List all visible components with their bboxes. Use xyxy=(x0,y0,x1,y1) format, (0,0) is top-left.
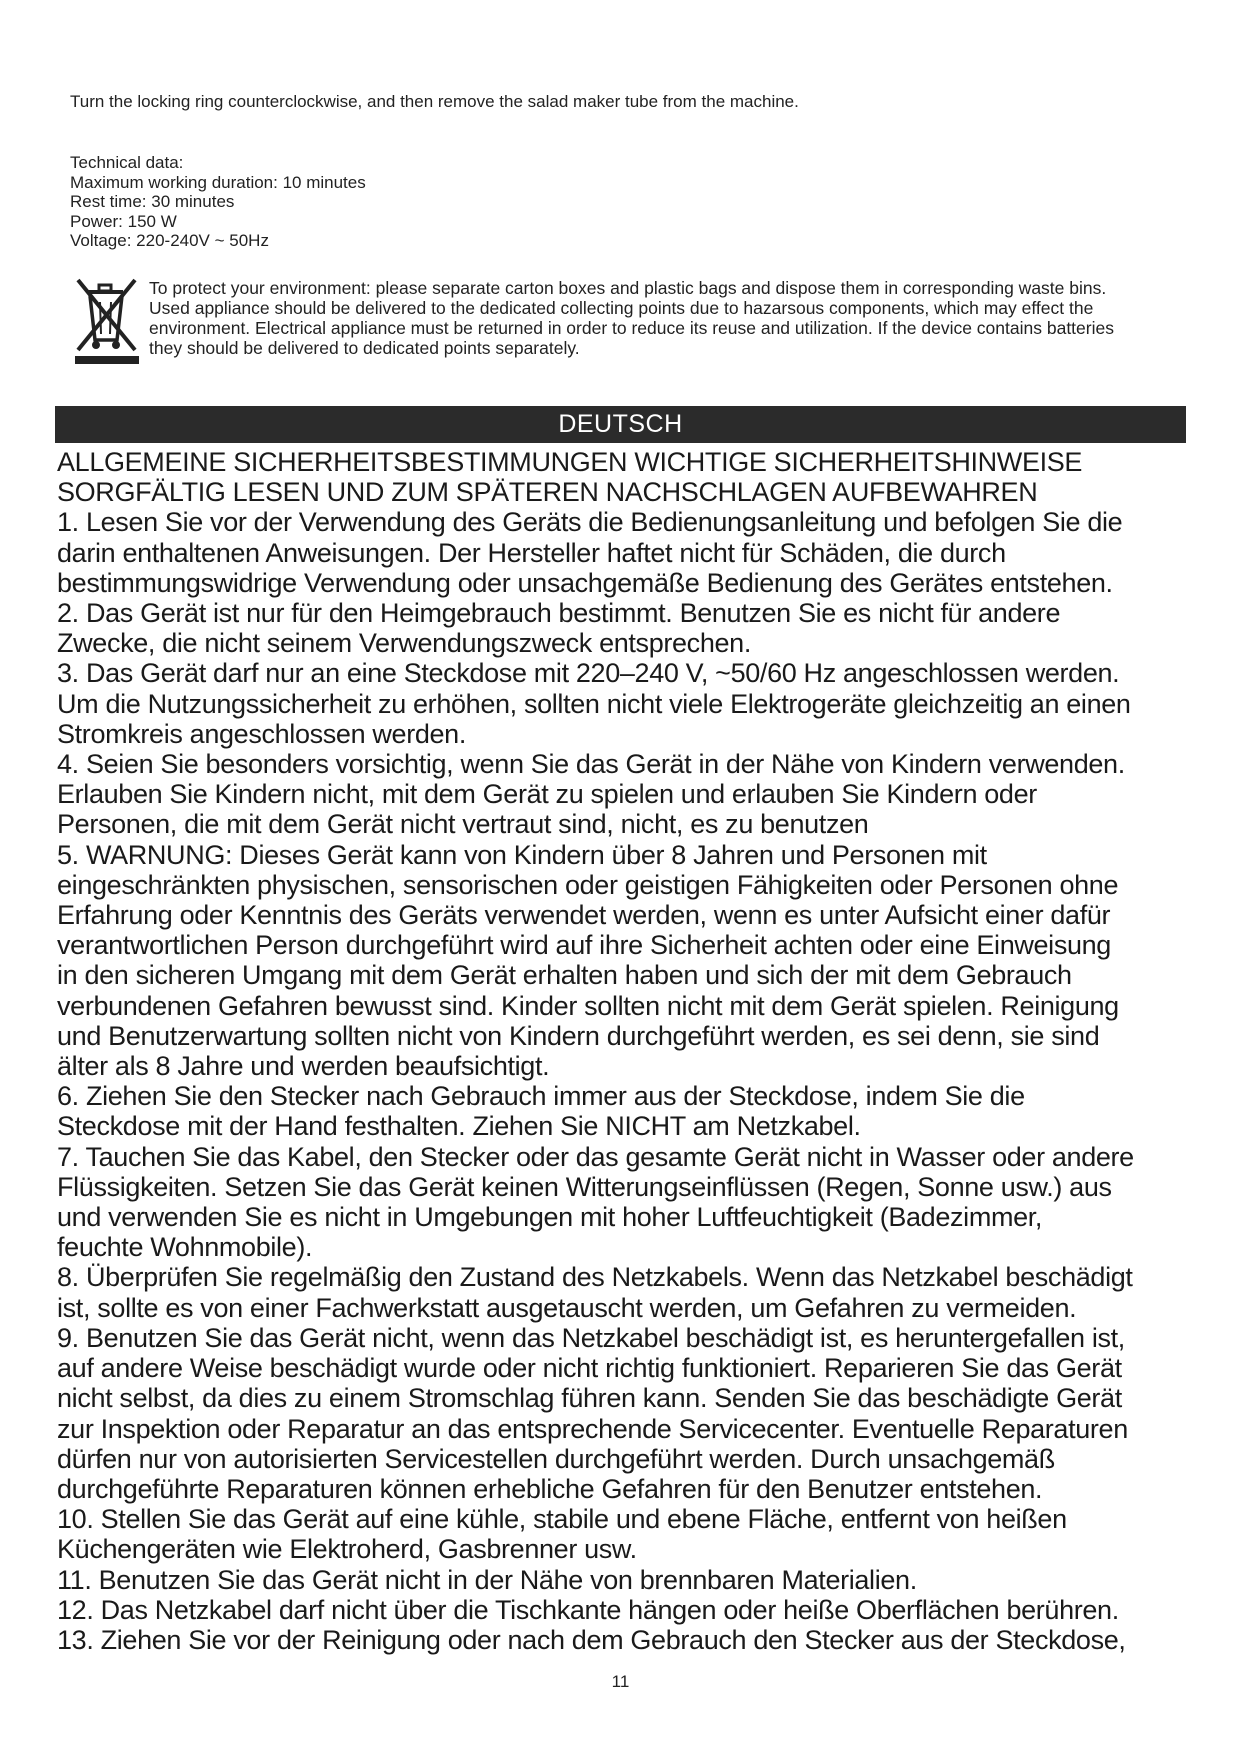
instruction-line: und Benutzerwartung sollten nicht von Kindern durchgeführt werden, es sei denn, sie sind xyxy=(57,1020,1100,1051)
instruction-line: Küchengeräten wie Elektroherd, Gasbrenner usw. xyxy=(57,1534,637,1565)
instruction-line: 8. Überprüfen Sie regelmäßig den Zustand des Netzkabels. Wenn das Netzkabel beschädigt xyxy=(57,1262,1133,1293)
instruction-line: Personen, die mit dem Gerät nicht vertraut sind, nicht, es zu benutzen xyxy=(57,809,869,840)
section-heading-line: ALLGEMEINE SICHERHEITSBESTIMMUNGEN WICHTIGE SICHERHEITSHINWEISE xyxy=(57,447,1083,477)
instruction-line: feuchte Wohnmobile). xyxy=(57,1232,313,1263)
instruction-line: nicht selbst, da dies zu einem Stromschlag führen kann. Senden Sie das beschädigte Gerät xyxy=(57,1383,1122,1414)
instruction-line: Zwecke, die nicht seinem Verwendungszweck entsprechen. xyxy=(57,628,751,659)
instruction-line: auf andere Weise beschädigt wurde oder nicht richtig funktioniert. Reparieren Sie das Gerät xyxy=(57,1353,1122,1384)
instruction-line: Steckdose mit der Hand festhalten. Ziehen Sie NICHT am Netzkabel. xyxy=(57,1111,861,1142)
instruction-line: in den sicheren Umgang mit dem Gerät erhalten haben und sich der mit dem Gebrauch xyxy=(57,960,1072,991)
instruction-line: 7. Tauchen Sie das Kabel, den Stecker oder das gesamte Gerät nicht in Wasser oder andere xyxy=(57,1141,1134,1172)
section-banner: DEUTSCH xyxy=(55,406,1186,443)
safety-instructions xyxy=(57,447,1192,1655)
instruction-line: 4. Seien Sie besonders vorsichtig, wenn Sie das Gerät in der Nähe von Kindern verwenden. xyxy=(57,749,1125,780)
instruction-line: 13. Ziehen Sie vor der Reinigung oder nach dem Gebrauch den Stecker aus der Steckdose, xyxy=(57,1624,1126,1655)
technical-heading: Technical data: xyxy=(70,153,184,172)
environment-line: they should be delivered to dedicated points separately. xyxy=(149,338,580,358)
instruction-line: verantwortlichen Person durchgeführt wird auf ihre Sicherheit achten oder eine Einweisung xyxy=(57,930,1111,961)
instruction-line: ist, sollte es von einer Fachwerkstatt ausgetauscht werden, um Gefahren zu vermeiden. xyxy=(57,1292,1077,1323)
instruction-line: zur Inspektion oder Reparatur an das entsprechende Servicecenter. Eventuelle Reparaturen xyxy=(57,1413,1128,1444)
environment-line: Used appliance should be delivered to the dedicated collecting points due to hazarsous components, which may effect the xyxy=(149,298,1094,318)
instruction-line: 10. Stellen Sie das Gerät auf eine kühle, stabile und ebene Fläche, entfernt von heißen xyxy=(57,1504,1067,1535)
environment-line: environment. Electrical appliance must be returned in order to reduce its reuse and utilization. If the device contains batteries xyxy=(149,318,1114,338)
technical-line: Rest time: 30 minutes xyxy=(70,192,235,211)
instruction-line: 3. Das Gerät darf nur an eine Steckdose mit 220–240 V, ~50/60 Hz angeschlossen werden. xyxy=(57,658,1120,689)
section-heading-line: SORGFÄLTIG LESEN UND ZUM SPÄTEREN NACHSCHLAGEN AUFBEWAHREN xyxy=(57,477,1038,508)
instruction-line: 12. Das Netzkabel darf nicht über die Tischkante hängen oder heiße Oberflächen berühren. xyxy=(57,1594,1119,1625)
environment-line: To protect your environment: please separate carton boxes and plastic bags and dispose them in corresponding waste bins. xyxy=(149,278,1107,298)
environment-text xyxy=(149,278,1209,358)
instruction-line: durchgeführte Reparaturen können erhebliche Gefahren für den Benutzer entstehen. xyxy=(57,1473,1043,1504)
technical-line: Power: 150 W xyxy=(70,211,177,231)
instruction-line: und verwenden Sie es nicht in Umgebungen mit hoher Luftfeuchtigkeit (Badezimmer, xyxy=(57,1202,1043,1233)
instruction-line: älter als 8 Jahre und werden beaufsichtigt. xyxy=(57,1051,550,1082)
instruction-line: Um die Nutzungssicherheit zu erhöhen, sollten nicht viele Elektrogeräte gleichzeitig an einen xyxy=(57,688,1131,719)
instruction-line: 1. Lesen Sie vor der Verwendung des Geräts die Bedienungsanleitung und befolgen Sie die xyxy=(57,507,1123,538)
instruction-line: 2. Das Gerät ist nur für den Heimgebrauch bestimmt. Benutzen Sie es nicht für andere xyxy=(57,598,1061,629)
instruction-line: bestimmungswidrige Verwendung oder unsachgemäße Bedienung des Gerätes entstehen. xyxy=(57,567,1113,598)
page-number: 11 xyxy=(611,1672,630,1691)
instruction-line: 9. Benutzen Sie das Gerät nicht, wenn das Netzkabel beschädigt ist, es heruntergefallen ist, xyxy=(57,1322,1125,1353)
technical-data xyxy=(70,153,770,251)
instruction-line: eingeschränkten physischen, sensorischen oder geistigen Fähigkeiten oder Personen ohne xyxy=(57,869,1119,900)
intro-text: Turn the locking ring counterclockwise, and then remove the salad maker tube from the machine. xyxy=(70,92,799,111)
weee-crossed-bin-icon xyxy=(73,274,143,366)
instruction-line: 5. WARNUNG: Dieses Gerät kann von Kindern über 8 Jahren und Personen mit xyxy=(57,839,987,870)
instruction-line: Stromkreis angeschlossen werden. xyxy=(57,718,467,749)
environment-notice xyxy=(73,272,1203,367)
technical-line: Voltage: 220-240V ~ 50Hz xyxy=(70,231,269,250)
instruction-line: verbundenen Gefahren bewusst sind. Kinder sollten nicht mit dem Gerät spielen. Reinigung xyxy=(57,990,1119,1021)
instruction-line: Erlauben Sie Kindern nicht, mit dem Gerät zu spielen und erlauben Sie Kindern oder xyxy=(57,779,1037,810)
instruction-line: 11. Benutzen Sie das Gerät nicht in der Nähe von brennbaren Materialien. xyxy=(57,1564,917,1595)
instruction-line: dürfen nur von autorisierten Servicestellen durchgeführt werden. Durch unsachgemäß xyxy=(57,1443,1055,1474)
instruction-line: 6. Ziehen Sie den Stecker nach Gebrauch immer aus der Steckdose, indem Sie die xyxy=(57,1081,1025,1112)
technical-line: Maximum working duration: 10 minutes xyxy=(70,172,366,192)
instruction-line: Flüssigkeiten. Setzen Sie das Gerät keinen Witterungseinflüssen (Regen, Sonne usw.) aus xyxy=(57,1171,1112,1202)
instruction-line: Erfahrung oder Kenntnis des Geräts verwendet werden, wenn es unter Aufsicht einer dafür xyxy=(57,900,1111,931)
instruction-line: darin enthaltenen Anweisungen. Der Hersteller haftet nicht für Schäden, die durch xyxy=(57,537,1006,568)
